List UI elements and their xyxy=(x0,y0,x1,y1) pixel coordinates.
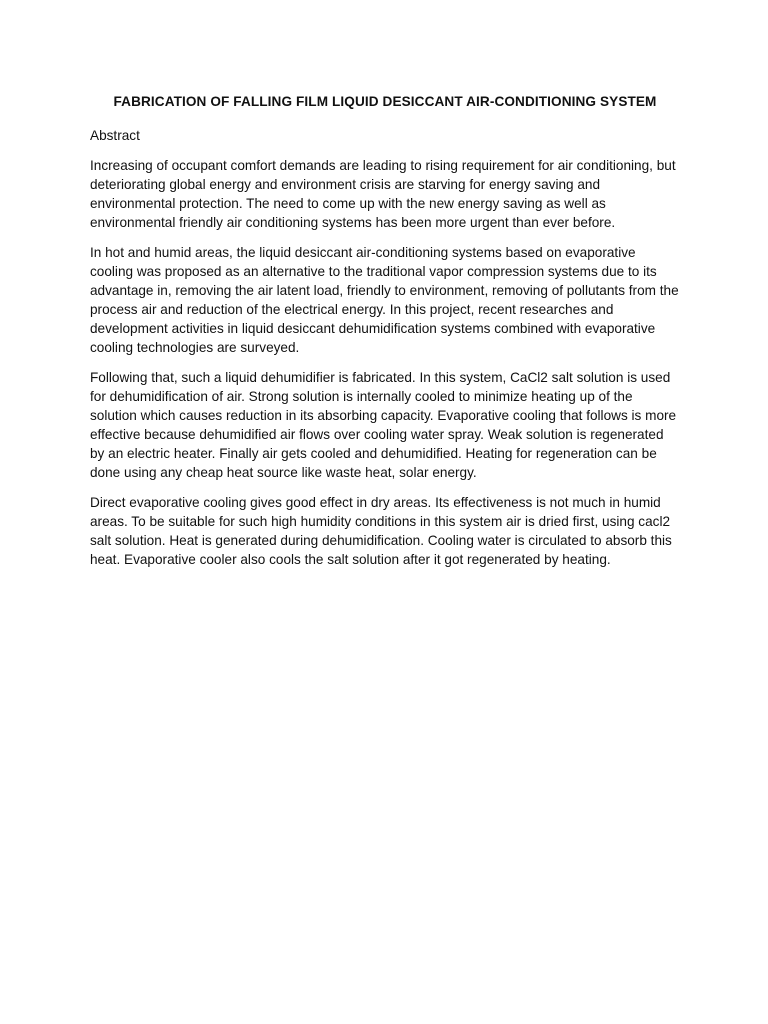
document-page xyxy=(90,92,680,580)
abstract-paragraph-2: In hot and humid areas, the liquid desiccant air-conditioning systems based on evaporative cooling was proposed as an alternative to the traditional vapor compression systems due to its advantage in, removing the air latent load, friendly to environment, removing of pollutants from the process air and reduction of the electrical energy. In this project, recent researches and development activities in liquid desiccant dehumidification systems combined with evaporative cooling technologies are surveyed. xyxy=(90,245,679,355)
abstract-paragraph-1: Increasing of occupant comfort demands are leading to rising requirement for air conditioning, but deteriorating global energy and environment crisis are starving for energy saving and environmental protection. The need to come up with the new energy saving as well as environmental friendly air conditioning systems has been more urgent than ever before. xyxy=(90,158,676,230)
abstract-heading: Abstract xyxy=(90,128,140,143)
document-title: FABRICATION OF FALLING FILM LIQUID DESICCANT AIR-CONDITIONING SYSTEM xyxy=(113,94,657,109)
abstract-paragraph-3: Following that, such a liquid dehumidifier is fabricated. In this system, CaCl2 salt solution is used for dehumidification of air. Strong solution is internally cooled to minimize heating up of the solution which causes reduction in its absorbing capacity. Evaporative cooling that follows is more effective because dehumidified air flows over cooling water spray. Weak solution is regenerated by an electric heater. Finally air gets cooled and dehumidified. Heating for regeneration can be done using any cheap heat source like waste heat, solar energy. xyxy=(90,370,677,480)
abstract-paragraph-4: Direct evaporative cooling gives good effect in dry areas. Its effectiveness is not much in humid areas. To be suitable for such high humidity conditions in this system air is dried first, using cacl2 salt solution. Heat is generated during dehumidification. Cooling water is circulated to absorb this heat. Evaporative cooler also cools the salt solution after it got regenerated by heating. xyxy=(90,495,672,567)
